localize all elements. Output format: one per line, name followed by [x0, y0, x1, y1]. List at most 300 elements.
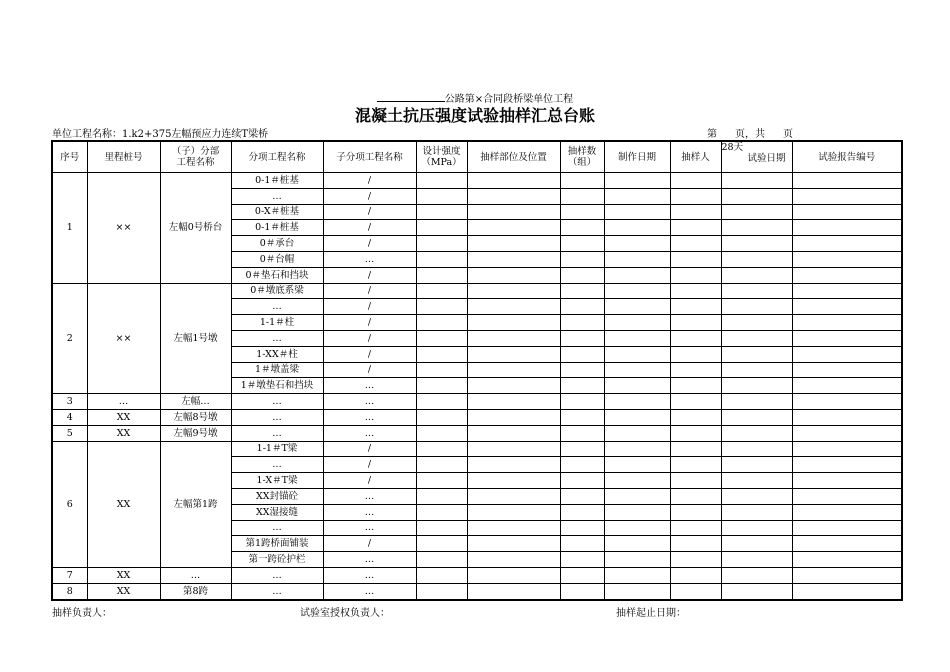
cell-sampler	[670, 315, 721, 331]
cell-report-no	[792, 409, 902, 425]
col-sampler: 抽样人	[670, 141, 721, 173]
cell-made-date	[604, 441, 670, 457]
cell-sampler	[670, 188, 721, 204]
footer-period: 抽样起止日期：	[616, 608, 686, 619]
cell-28day-date	[721, 251, 792, 267]
cell-report-no	[792, 457, 902, 473]
cell-strength	[416, 330, 467, 346]
page-first: 第	[707, 129, 717, 140]
cell-count	[560, 409, 604, 425]
cell-made-date	[604, 567, 670, 583]
cell-station: XX	[87, 567, 160, 583]
cell-station: …	[87, 394, 160, 410]
cell-sampler	[670, 236, 721, 252]
cell-station: XX	[87, 409, 160, 425]
cell-item: …	[231, 457, 323, 473]
cell-location	[467, 425, 560, 441]
cell-item: 1-X＃T梁	[231, 473, 323, 489]
cell-report-no	[792, 204, 902, 220]
cell-made-date	[604, 409, 670, 425]
cell-strength	[416, 173, 467, 189]
cell-sampler	[670, 330, 721, 346]
cell-count	[560, 378, 604, 394]
cell-strength	[416, 504, 467, 520]
cell-report-no	[792, 362, 902, 378]
cell-report-no	[792, 520, 902, 536]
cell-seq: 3	[52, 394, 87, 410]
cell-subitem: …	[323, 567, 416, 583]
cell-sampler	[670, 409, 721, 425]
cell-sampler	[670, 457, 721, 473]
cell-location	[467, 409, 560, 425]
cell-seq: 6	[52, 441, 87, 567]
cell-28day-date	[721, 425, 792, 441]
col-28day-date: 28天 试验日期	[721, 141, 792, 173]
table-row	[52, 173, 902, 189]
cell-count	[560, 204, 604, 220]
cell-subitem: /	[323, 330, 416, 346]
cell-count	[560, 425, 604, 441]
cell-sampler	[670, 267, 721, 283]
cell-made-date	[604, 425, 670, 441]
cell-made-date	[604, 394, 670, 410]
cell-location	[467, 394, 560, 410]
cell-report-no	[792, 315, 902, 331]
footer-lab: 试验室授权负责人：	[300, 608, 390, 619]
cell-item: …	[231, 567, 323, 583]
cell-count	[560, 330, 604, 346]
cell-subitem: …	[323, 583, 416, 599]
cell-subitem: /	[323, 346, 416, 362]
cell-report-no	[792, 473, 902, 489]
cell-count	[560, 236, 604, 252]
cell-strength	[416, 378, 467, 394]
cell-sampler	[670, 552, 721, 568]
cell-sampler	[670, 583, 721, 599]
cell-part: 左幅8号墩	[160, 409, 231, 425]
table-row	[52, 394, 902, 410]
cell-sampler	[670, 488, 721, 504]
supertitle-text: 公路第×合同段桥梁单位工程	[444, 94, 574, 105]
cell-made-date	[604, 283, 670, 299]
cell-item: …	[231, 188, 323, 204]
cell-made-date	[604, 173, 670, 189]
cell-station: XX	[87, 441, 160, 567]
cell-28day-date	[721, 441, 792, 457]
cell-item: 第一跨砼护栏	[231, 552, 323, 568]
cell-28day-date	[721, 204, 792, 220]
cell-28day-date	[721, 520, 792, 536]
table-row	[52, 441, 902, 457]
cell-station: XX	[87, 583, 160, 599]
cell-strength	[416, 409, 467, 425]
cell-part: 第8跨	[160, 583, 231, 599]
cell-report-no	[792, 173, 902, 189]
cell-report-no	[792, 536, 902, 552]
cell-made-date	[604, 536, 670, 552]
cell-sampler	[670, 394, 721, 410]
cell-count	[560, 488, 604, 504]
cell-made-date	[604, 204, 670, 220]
cell-part: 左幅…	[160, 394, 231, 410]
cell-location	[467, 204, 560, 220]
cell-28day-date	[721, 267, 792, 283]
cell-count	[560, 520, 604, 536]
cell-strength	[416, 441, 467, 457]
cell-28day-date	[721, 409, 792, 425]
cell-strength	[416, 251, 467, 267]
cell-made-date	[604, 504, 670, 520]
cell-location	[467, 188, 560, 204]
cell-part: …	[160, 567, 231, 583]
cell-location	[467, 236, 560, 252]
cell-report-no	[792, 346, 902, 362]
cell-made-date	[604, 583, 670, 599]
cell-strength	[416, 520, 467, 536]
cell-count	[560, 315, 604, 331]
cell-location	[467, 378, 560, 394]
cell-made-date	[604, 520, 670, 536]
cell-location	[467, 473, 560, 489]
col-subitem: 子分项工程名称	[323, 141, 416, 173]
cell-strength	[416, 425, 467, 441]
cell-location	[467, 488, 560, 504]
cell-strength	[416, 362, 467, 378]
cell-strength	[416, 267, 467, 283]
cell-sampler	[670, 362, 721, 378]
cell-item: …	[231, 299, 323, 315]
cell-sampler	[670, 283, 721, 299]
cell-subitem: …	[323, 409, 416, 425]
cell-strength	[416, 473, 467, 489]
table-row	[52, 283, 902, 299]
cell-subitem: /	[323, 536, 416, 552]
cell-strength	[416, 315, 467, 331]
cell-report-no	[792, 299, 902, 315]
cell-report-no	[792, 236, 902, 252]
col-seq: 序号	[52, 141, 87, 173]
cell-report-no	[792, 504, 902, 520]
cell-made-date	[604, 362, 670, 378]
cell-count	[560, 441, 604, 457]
cell-item: 1-XX＃柱	[231, 346, 323, 362]
cell-location	[467, 457, 560, 473]
cell-count	[560, 504, 604, 520]
cell-strength	[416, 536, 467, 552]
cell-made-date	[604, 267, 670, 283]
cell-item: …	[231, 520, 323, 536]
cell-count	[560, 283, 604, 299]
cell-item: 1＃墩垫石和挡块	[231, 378, 323, 394]
cell-made-date	[604, 251, 670, 267]
cell-location	[467, 567, 560, 583]
cell-made-date	[604, 330, 670, 346]
cell-count	[560, 220, 604, 236]
cell-subitem: …	[323, 488, 416, 504]
cell-count	[560, 267, 604, 283]
page-last: 页	[783, 129, 793, 140]
cell-28day-date	[721, 283, 792, 299]
cell-sampler	[670, 504, 721, 520]
cell-seq: 1	[52, 173, 87, 284]
cell-28day-date	[721, 299, 792, 315]
cell-strength	[416, 220, 467, 236]
cell-subitem: /	[323, 457, 416, 473]
cell-subitem: …	[323, 425, 416, 441]
cell-seq: 5	[52, 425, 87, 441]
cell-28day-date	[721, 394, 792, 410]
cell-item: 0-1＃桩基	[231, 173, 323, 189]
col-station: 里程桩号	[87, 141, 160, 173]
table-row	[52, 583, 902, 599]
cell-strength	[416, 188, 467, 204]
cell-count	[560, 346, 604, 362]
cell-subitem: …	[323, 520, 416, 536]
cell-count	[560, 473, 604, 489]
cell-item: 0-1＃桩基	[231, 220, 323, 236]
cell-sampler	[670, 473, 721, 489]
cell-item: 第1跨桥面铺装	[231, 536, 323, 552]
header-row	[52, 141, 902, 173]
cell-strength	[416, 236, 467, 252]
cell-item: 0-X＃桩基	[231, 204, 323, 220]
cell-item: 0＃墩底系梁	[231, 283, 323, 299]
cell-28day-date	[721, 362, 792, 378]
cell-item: 0＃承台	[231, 236, 323, 252]
cell-count	[560, 457, 604, 473]
cell-report-no	[792, 567, 902, 583]
cell-count	[560, 583, 604, 599]
cell-location	[467, 552, 560, 568]
cell-strength	[416, 394, 467, 410]
cell-subitem: …	[323, 504, 416, 520]
cell-28day-date	[721, 236, 792, 252]
cell-strength	[416, 346, 467, 362]
cell-location	[467, 315, 560, 331]
col-strength: 设计强度 （MPa）	[416, 141, 467, 173]
cell-strength	[416, 457, 467, 473]
cell-station: ××	[87, 283, 160, 394]
cell-subitem: /	[323, 236, 416, 252]
cell-subitem: …	[323, 251, 416, 267]
cell-28day-date	[721, 330, 792, 346]
cell-28day-date	[721, 378, 792, 394]
cell-report-no	[792, 552, 902, 568]
cell-subitem: /	[323, 473, 416, 489]
cell-report-no	[792, 220, 902, 236]
cell-seq: 8	[52, 583, 87, 599]
cell-made-date	[604, 315, 670, 331]
cell-report-no	[792, 251, 902, 267]
col-item: 分项工程名称	[231, 141, 323, 173]
cell-part: 左幅1号墩	[160, 283, 231, 394]
cell-28day-date	[721, 473, 792, 489]
cell-location	[467, 267, 560, 283]
cell-made-date	[604, 236, 670, 252]
cell-count	[560, 188, 604, 204]
cell-made-date	[604, 378, 670, 394]
cell-report-no	[792, 188, 902, 204]
cell-location	[467, 173, 560, 189]
cell-part: 左幅0号桥台	[160, 173, 231, 284]
cell-28day-date	[721, 583, 792, 599]
cell-sampler	[670, 220, 721, 236]
cell-subitem: /	[323, 362, 416, 378]
cell-item: 0＃台帽	[231, 251, 323, 267]
cell-sampler	[670, 299, 721, 315]
cell-report-no	[792, 583, 902, 599]
cell-subitem: …	[323, 394, 416, 410]
cell-item: 1＃墩盖梁	[231, 362, 323, 378]
cell-made-date	[604, 473, 670, 489]
cell-subitem: /	[323, 283, 416, 299]
cell-location	[467, 346, 560, 362]
footer-sampler: 抽样负责人：	[52, 608, 112, 619]
cell-subitem: /	[323, 267, 416, 283]
cell-made-date	[604, 346, 670, 362]
cell-location	[467, 583, 560, 599]
table-row	[52, 425, 902, 441]
cell-sampler	[670, 173, 721, 189]
cell-part: 左幅9号墩	[160, 425, 231, 441]
cell-strength	[416, 204, 467, 220]
cell-seq: 7	[52, 567, 87, 583]
cell-28day-date	[721, 567, 792, 583]
cell-28day-date	[721, 315, 792, 331]
cell-subitem: /	[323, 204, 416, 220]
cell-28day-date	[721, 188, 792, 204]
cell-strength	[416, 283, 467, 299]
table-row	[52, 567, 902, 583]
cell-report-no	[792, 378, 902, 394]
cell-report-no	[792, 267, 902, 283]
cell-item: 1-1＃T梁	[231, 441, 323, 457]
cell-count	[560, 536, 604, 552]
cell-sampler	[670, 346, 721, 362]
cell-seq: 2	[52, 283, 87, 394]
cell-item: …	[231, 330, 323, 346]
cell-item: 0＃垫石和挡块	[231, 267, 323, 283]
cell-report-no	[792, 330, 902, 346]
cell-28day-date	[721, 488, 792, 504]
cell-28day-date	[721, 457, 792, 473]
cell-count	[560, 394, 604, 410]
cell-location	[467, 504, 560, 520]
cell-item: 1-1＃柱	[231, 315, 323, 331]
cell-count	[560, 567, 604, 583]
cell-item: XX湿接缝	[231, 504, 323, 520]
cell-made-date	[604, 220, 670, 236]
col-report-no: 试验报告编号	[792, 141, 902, 173]
cell-count	[560, 299, 604, 315]
cell-location	[467, 330, 560, 346]
cell-made-date	[604, 552, 670, 568]
sampling-ledger-table	[51, 140, 903, 601]
cell-report-no	[792, 425, 902, 441]
cell-location	[467, 299, 560, 315]
cell-made-date	[604, 188, 670, 204]
cell-subitem: /	[323, 299, 416, 315]
cell-count	[560, 552, 604, 568]
col-count: 抽样数 （组）	[560, 141, 604, 173]
cell-subitem: /	[323, 315, 416, 331]
cell-strength	[416, 299, 467, 315]
cell-sampler	[670, 520, 721, 536]
cell-sampler	[670, 425, 721, 441]
cell-location	[467, 362, 560, 378]
cell-sampler	[670, 204, 721, 220]
cell-part: 左幅第1跨	[160, 441, 231, 567]
cell-sampler	[670, 441, 721, 457]
table-row	[52, 409, 902, 425]
col-location: 抽样部位及位置	[467, 141, 560, 173]
cell-sampler	[670, 251, 721, 267]
cell-subitem: /	[323, 220, 416, 236]
cell-strength	[416, 488, 467, 504]
cell-sampler	[670, 567, 721, 583]
cell-made-date	[604, 299, 670, 315]
page-counter	[707, 125, 811, 140]
cell-report-no	[792, 394, 902, 410]
cell-location	[467, 536, 560, 552]
cell-item: …	[231, 425, 323, 441]
cell-station: ××	[87, 173, 160, 284]
cell-28day-date	[721, 346, 792, 362]
cell-count	[560, 251, 604, 267]
ledger-body	[52, 173, 902, 600]
cell-made-date	[604, 457, 670, 473]
cell-location	[467, 251, 560, 267]
cell-location	[467, 520, 560, 536]
cell-location	[467, 441, 560, 457]
cell-28day-date	[721, 552, 792, 568]
cell-item: …	[231, 583, 323, 599]
cell-report-no	[792, 283, 902, 299]
project-label: 单位工程名称：1.k2+375左幅预应力连续T梁桥	[52, 129, 269, 140]
project-name-blank	[377, 91, 445, 102]
cell-strength	[416, 552, 467, 568]
cell-28day-date	[721, 220, 792, 236]
cell-subitem: …	[323, 552, 416, 568]
cell-subitem: …	[323, 378, 416, 394]
col-made-date: 制作日期	[604, 141, 670, 173]
cell-sampler	[670, 536, 721, 552]
cell-report-no	[792, 488, 902, 504]
page-mid: 页，共	[735, 129, 765, 140]
cell-item: …	[231, 409, 323, 425]
cell-strength	[416, 583, 467, 599]
cell-subitem: /	[323, 441, 416, 457]
cell-item: XX封锚砼	[231, 488, 323, 504]
cell-location	[467, 220, 560, 236]
cell-28day-date	[721, 536, 792, 552]
cell-sampler	[670, 378, 721, 394]
cell-seq: 4	[52, 409, 87, 425]
cell-station: XX	[87, 425, 160, 441]
cell-count	[560, 173, 604, 189]
cell-28day-date	[721, 173, 792, 189]
cell-count	[560, 362, 604, 378]
page-title: 混凝土抗压强度试验抽样汇总台账	[354, 106, 595, 125]
col-part: （子）分部 工程名称	[160, 141, 231, 173]
cell-28day-date	[721, 504, 792, 520]
cell-item: …	[231, 394, 323, 410]
cell-strength	[416, 567, 467, 583]
cell-location	[467, 283, 560, 299]
cell-report-no	[792, 441, 902, 457]
cell-subitem: /	[323, 173, 416, 189]
cell-subitem: /	[323, 188, 416, 204]
